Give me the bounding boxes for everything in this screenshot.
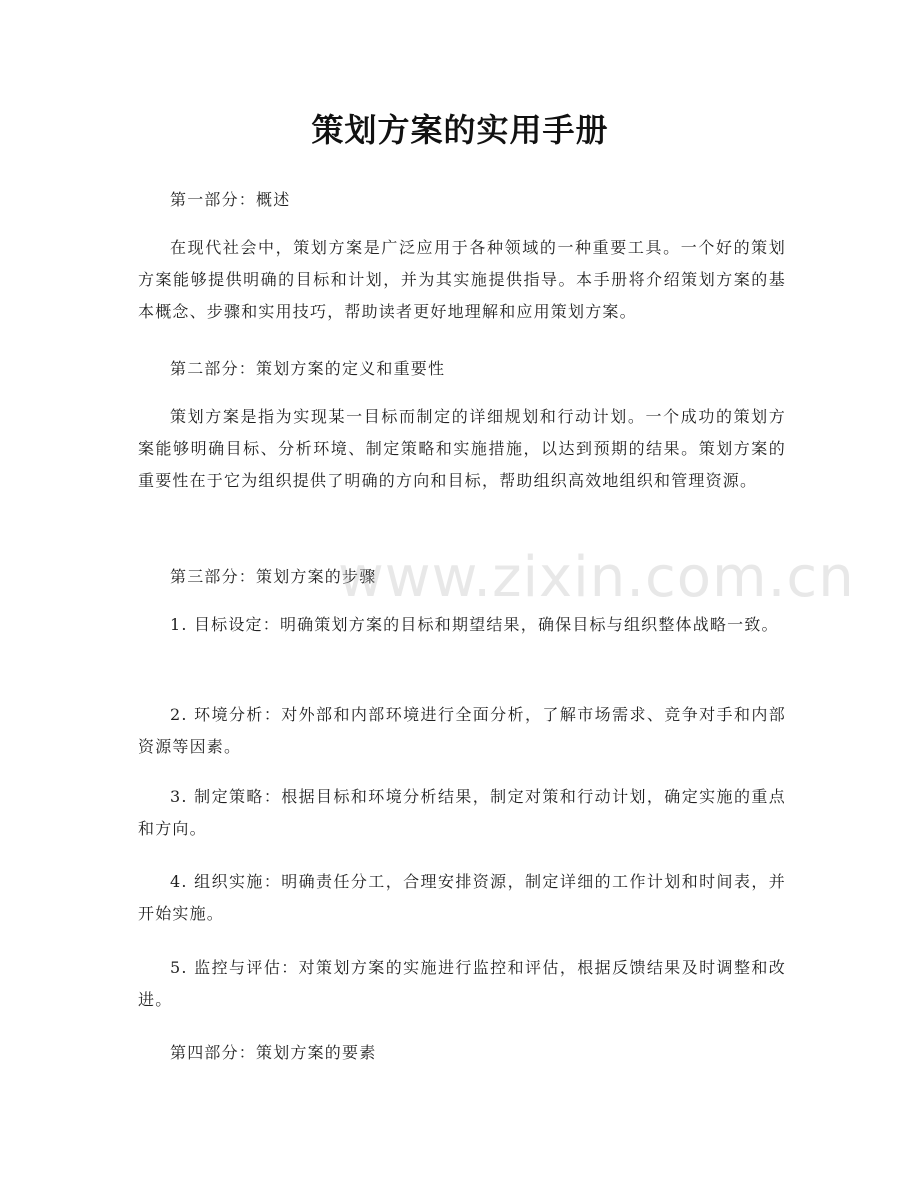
paragraph-definition: 策划方案是指为实现某一目标而制定的详细规划和行动计划。一个成功的策划方案能够明确目标、分析环境、制定策略和实施措施，以达到预期的结果。策划方案的重要性在于它为组织提供了明确的方向和目标，帮助组织高效地组织和管理资源。 xyxy=(138,407,786,490)
document-title: 策划方案的实用手册 xyxy=(311,111,609,149)
paragraph-overview: 在现代社会中，策划方案是广泛应用于各种领域的一种重要工具。一个好的策划方案能够提供明确的目标和计划，并为其实施提供指导。本手册将介绍策划方案的基本概念、步骤和实用技巧，帮助读者更好地理解和应用策划方案。 xyxy=(138,238,786,321)
section-heading-steps: 第三部分：策划方案的步骤 xyxy=(170,567,377,586)
step-item-5: 5. 监控与评估：对策划方案的实施进行监控和评估，根据反馈结果及时调整和改进。 xyxy=(138,958,786,1009)
step-item-1: 1. 目标设定：明确策划方案的目标和期望结果，确保目标与组织整体战略一致。 xyxy=(170,615,779,634)
section-heading-definition: 第二部分：策划方案的定义和重要性 xyxy=(170,359,446,378)
section-heading-overview: 第一部分：概述 xyxy=(170,190,291,209)
step-item-4: 4. 组织实施：明确责任分工，合理安排资源，制定详细的工作计划和时间表，并开始实施。 xyxy=(138,872,786,923)
step-item-2: 2. 环境分析：对外部和内部环境进行全面分析，了解市场需求、竞争对手和内部资源等因素。 xyxy=(138,705,786,756)
section-heading-elements: 第四部分：策划方案的要素 xyxy=(170,1043,377,1062)
step-item-3: 3. 制定策略：根据目标和环境分析结果，制定对策和行动计划，确定实施的重点和方向。 xyxy=(138,787,786,838)
watermark-text: www.zixin.com.cn xyxy=(338,545,855,610)
